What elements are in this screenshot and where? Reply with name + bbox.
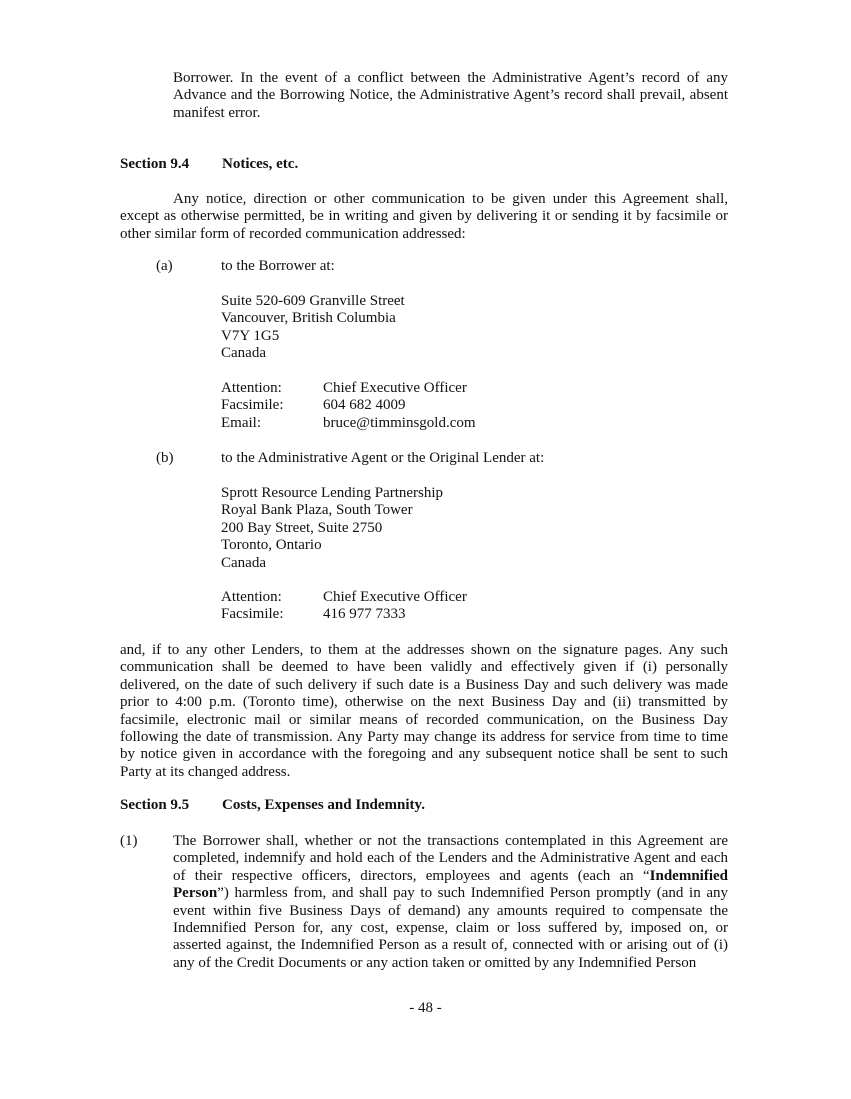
notices-closing-paragraph: and, if to any other Lenders, to them at the addresses shown on the signature pages. Any such communication shall be deemed to have been validly and effectively given if (i) personally delivered, on the date of such delivery if such date is a Business Day and such delivery was made prior to 4:00 p.m. (Toronto time), otherwise on the next Business Day and (ii) transmitted by facsimile, electronic mail or similar means of recorded communication, on the Business Day following the date of transmission. Any Party may change its address for service from time to time by notice given in accordance with the foregoing and any subsequent notice shall be sent to such Party at its changed address. bbox=[120, 642, 728, 780]
section-heading-9-5 bbox=[120, 797, 425, 814]
address-line: Royal Bank Plaza, South Tower bbox=[221, 502, 413, 519]
section-title: Notices, etc. bbox=[222, 156, 299, 172]
item-lead-text: to the Administrative Agent or the Original Lender at: bbox=[221, 450, 545, 466]
section-heading-9-4 bbox=[120, 156, 298, 173]
contact-value: bruce@timminsgold.com bbox=[323, 414, 476, 431]
section-title: Costs, Expenses and Indemnity. bbox=[222, 797, 425, 813]
agent-contact-details bbox=[221, 589, 467, 624]
contact-label: Attention: bbox=[221, 380, 282, 396]
contact-row bbox=[221, 415, 476, 432]
section-number: Section 9.4 bbox=[120, 156, 190, 172]
borrower-contact-details bbox=[221, 380, 476, 432]
item-marker: (a) bbox=[156, 258, 173, 274]
address-line: V7Y 1G5 bbox=[221, 327, 280, 344]
agent-address bbox=[221, 485, 443, 572]
contact-label: Email: bbox=[221, 414, 261, 431]
address-line: Suite 520-609 Granville Street bbox=[221, 293, 405, 309]
address-line: Toronto, Ontario bbox=[221, 537, 322, 554]
contact-value: Chief Executive Officer bbox=[323, 380, 467, 396]
contact-label: Facsimile: bbox=[221, 606, 284, 623]
contact-row bbox=[221, 397, 476, 414]
indemnity-paragraph bbox=[173, 833, 728, 972]
item-marker: (b) bbox=[156, 450, 174, 466]
page-number: - 48 - bbox=[409, 1000, 442, 1016]
paragraph-text: The Borrower shall, whether or not the transactions contemplated in this Agreement are completed, indemnify and hold each of the Lenders and the Administrative Agent and each of their respective officers, directors, employees and agents (each an “ bbox=[173, 833, 728, 884]
contact-value: Chief Executive Officer bbox=[323, 589, 467, 605]
contact-value: 416 977 7333 bbox=[323, 606, 406, 623]
notices-intro-paragraph: Any notice, direction or other communication to be given under this Agreement shall, except as otherwise permitted, be in writing and given by delivering it or sending it by facsimile or other similar form of recorded communication addressed: bbox=[120, 191, 728, 242]
address-line: Canada bbox=[221, 554, 266, 571]
borrower-address bbox=[221, 293, 405, 363]
contact-row bbox=[221, 606, 467, 623]
paragraph-text: ”) harmless from, and shall pay to such Indemnified Person promptly (and in any event within five Business Days of demand) any amounts required to compensate the Indemnified Person for, any cost, expense, claim or loss suffered by, imposed on, or asserted against, the Indemnified Person as a result of, connected with or arising out of (i) any of the Credit Documents or any action taken or omitted by any Indemnified Person bbox=[173, 885, 728, 971]
address-line: Canada bbox=[221, 345, 266, 362]
item-lead-text: to the Borrower at: bbox=[221, 258, 335, 274]
contact-row bbox=[221, 380, 476, 397]
contact-label: Facsimile: bbox=[221, 397, 284, 414]
defined-term: Indemnified Person bbox=[173, 867, 728, 902]
section-number: Section 9.5 bbox=[120, 797, 190, 813]
address-line: Vancouver, British Columbia bbox=[221, 310, 396, 327]
contact-value: 604 682 4009 bbox=[323, 397, 406, 414]
contact-label: Attention: bbox=[221, 589, 282, 605]
contact-row bbox=[221, 589, 467, 606]
address-line: 200 Bay Street, Suite 2750 bbox=[221, 519, 383, 536]
continuation-paragraph: Borrower. In the event of a conflict between the Administrative Agent’s record of any Advance and the Borrowing Notice, the Administrative Agent’s record shall prevail, absent manifest error. bbox=[173, 70, 728, 121]
address-line: Sprott Resource Lending Partnership bbox=[221, 485, 444, 501]
paragraph-marker: (1) bbox=[120, 833, 138, 849]
